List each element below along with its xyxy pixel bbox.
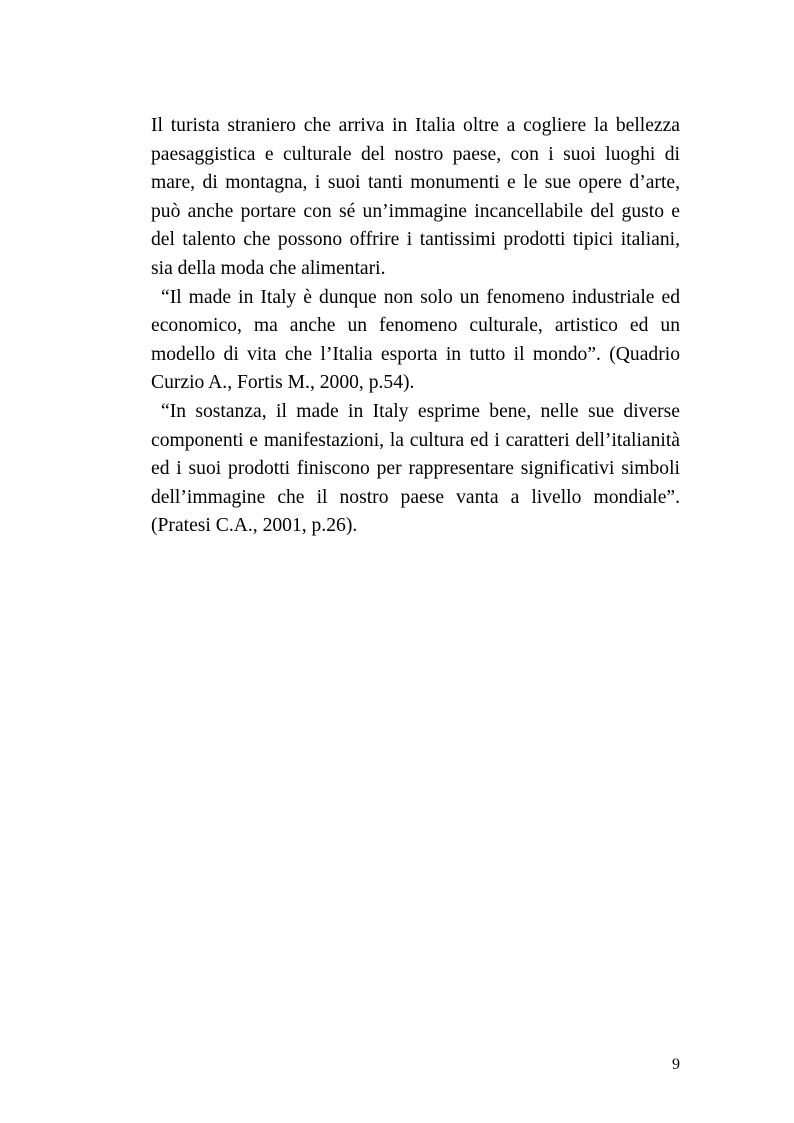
- page-number: 9: [672, 1056, 680, 1073]
- quote-paragraph-curzio-fortis: “Il made in Italy è dunque non solo un fenomeno industriale ed economico, ma anche un fenomeno culturale, artistico ed un modello di vita che l’Italia esporta in tutto il mondo”. (Quadrio Curzio A., Fortis M., 2000, p.54).: [151, 286, 680, 394]
- paragraph-intro: Il turista straniero che arriva in Italia oltre a cogliere la bellezza paesaggistica e culturale del nostro paese, con i suoi luoghi di mare, di montagna, i suoi tanti monumenti e le sue opere d’arte, può anche portare con sé un’immagine incancellabile del gusto e del talento che possono offrire i tantissimi prodotti tipici italiani, sia della moda che alimentari.: [151, 115, 680, 279]
- quote-paragraph-pratesi: “In sostanza, il made in Italy esprime bene, nelle sue diverse componenti e manifestazioni, la cultura ed i caratteri dell’italianità ed i suoi prodotti finiscono per rappresentare significativi simboli dell’immagine che il nostro paese vanta a livello mondiale”. (Pratesi C.A., 2001, p.26).: [151, 400, 680, 537]
- body-text: [151, 112, 680, 541]
